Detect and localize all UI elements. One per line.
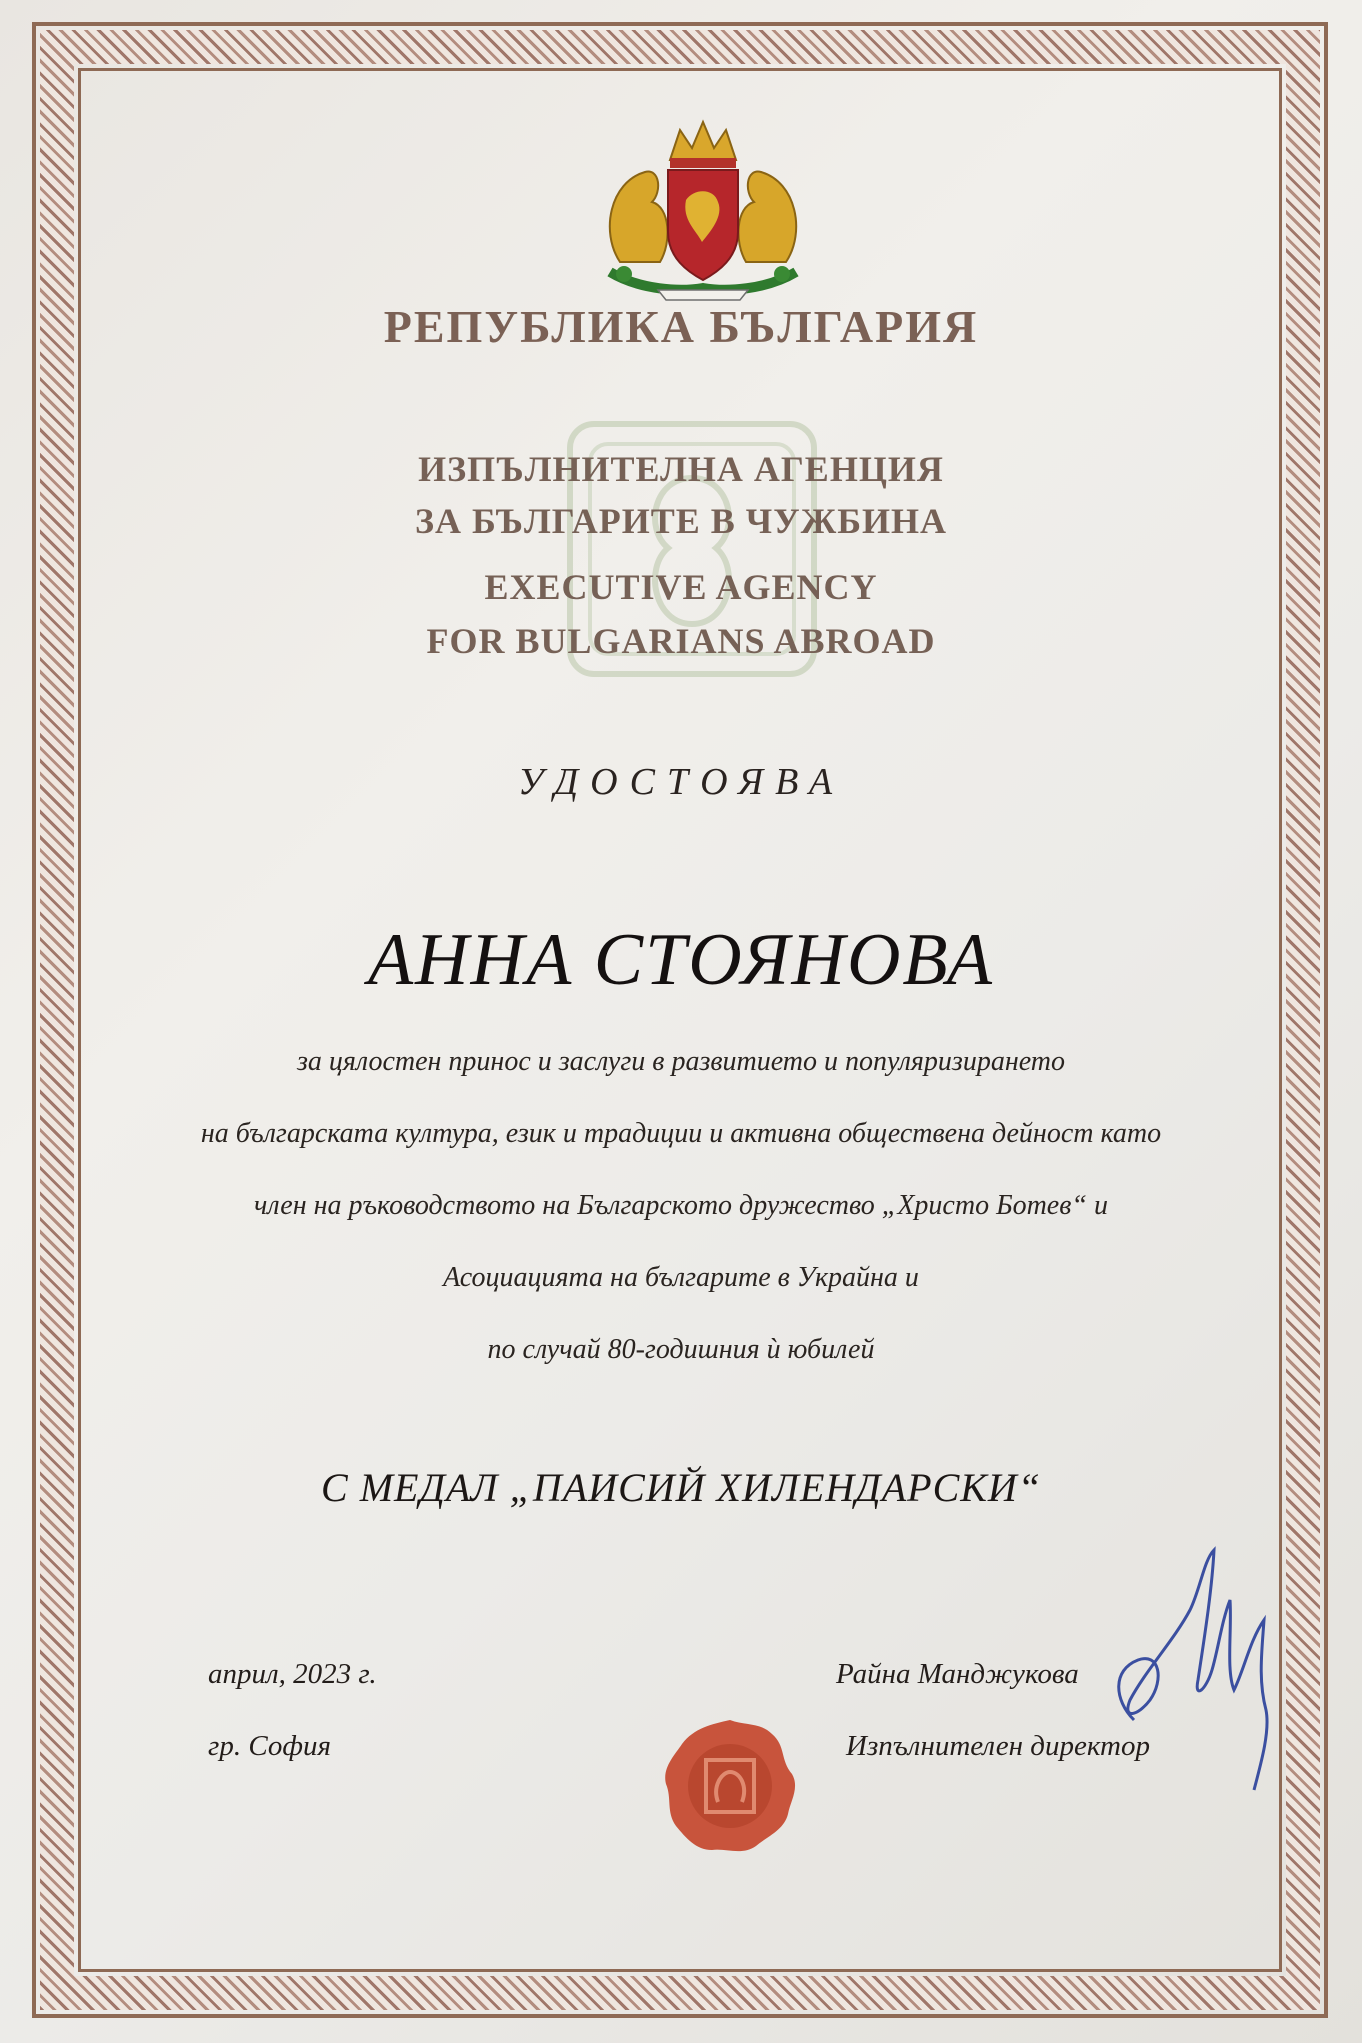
country-heading: РЕПУБЛИКА БЪЛГАРИЯ <box>383 301 979 352</box>
reason-line: по случай 80-годишния ѝ юбилей <box>487 1334 875 1365</box>
medal-title: С МЕДАЛ „ПАИСИЙ ХИЛЕНДАРСКИ“ <box>321 1465 1041 1510</box>
recipient-name: АННА СТОЯНОВА <box>367 919 995 1001</box>
award-verb: УДОСТОЯВА <box>517 761 845 803</box>
issue-city: гр. София <box>208 1730 331 1762</box>
reason-line: за цялостен принос и заслуги в развитието и популяризирането <box>296 1046 1066 1077</box>
signer-name: Райна Манджукова <box>836 1658 1079 1690</box>
wax-seal-icon <box>660 1716 800 1856</box>
signer-title: Изпълнителен директор <box>846 1730 1150 1762</box>
reason-line: Асоциацията на българите в Украйна и <box>443 1262 919 1293</box>
reason-line: член на ръководството на Българското дружество „Христо Ботев“ и <box>254 1190 1108 1221</box>
issue-date: април, 2023 г. <box>208 1658 377 1690</box>
agency-name-bg-line1: ИЗПЪЛНИТЕЛНА АГЕНЦИЯ <box>418 449 944 489</box>
reason-line: на българската култура, език и традиции и активна обществена дейност като <box>200 1118 1162 1149</box>
agency-name-en-line1: EXECUTIVE AGENCY <box>484 567 878 607</box>
agency-name-en-line2: FOR BULGARIANS ABROAD <box>426 621 936 661</box>
signature-icon <box>1094 1520 1280 1810</box>
agency-name-bg-line2: ЗА БЪЛГАРИТЕ В ЧУЖБИНА <box>414 501 948 541</box>
bulgaria-coat-of-arms-icon <box>590 112 816 302</box>
